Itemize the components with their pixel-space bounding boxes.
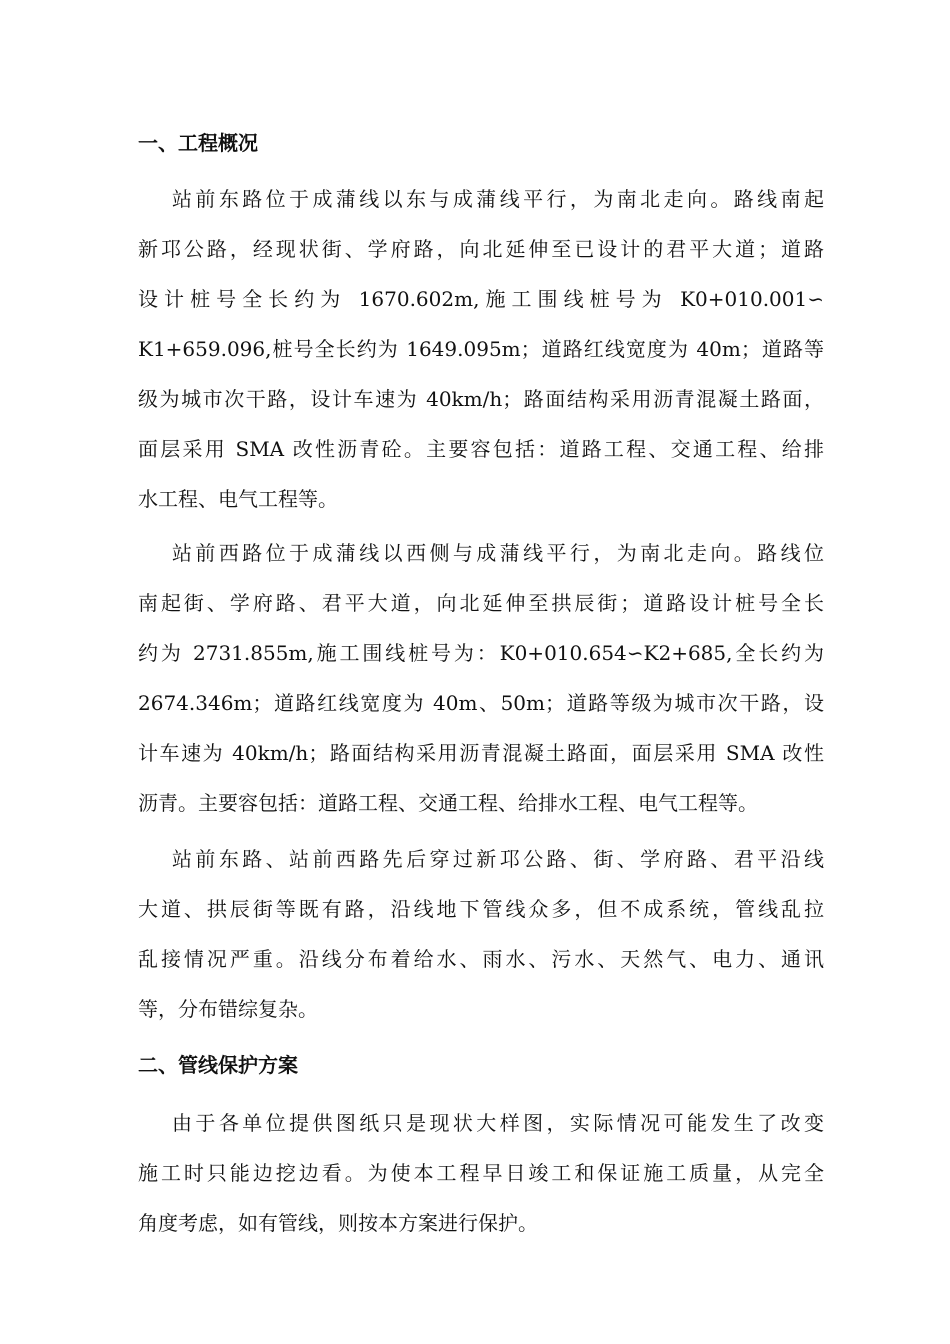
text-line: 南起街、学府路、君平大道，向北延伸至拱辰街；道路设计桩号全长 bbox=[138, 591, 824, 615]
paragraph-west-road bbox=[138, 528, 824, 828]
paragraph-pipelines bbox=[138, 834, 824, 1034]
paragraph-east-road bbox=[138, 174, 824, 524]
text-line: 级为城市次干路，设计车速为 40km/h；路面结构采用沥青混凝土路面， bbox=[138, 387, 824, 411]
text-line: 站前西路位于成蒲线以西侧与成蒲线平行，为南北走向。路线位 bbox=[172, 541, 824, 565]
text-line: 站前东路位于成蒲线以东与成蒲线平行，为南北走向。路线南起 bbox=[172, 187, 824, 211]
text-line: 由于各单位提供图纸只是现状大样图，实际情况可能发生了改变 bbox=[172, 1111, 824, 1135]
text-line: 沥青。主要容包括：道路工程、交通工程、给排水工程、电气工程等。 bbox=[138, 791, 758, 815]
text-line: K1+659.096,桩号全长约为 1649.095m；道路红线宽度为 40m；道路等 bbox=[138, 337, 824, 361]
text-line: 设计桩号全长约为 1670.602m,施工围线桩号为 K0+010.001∽ bbox=[138, 287, 824, 311]
text-line: 施工时只能边挖边看。为使本工程早日竣工和保证施工质量，从完全 bbox=[138, 1161, 824, 1185]
document-page bbox=[138, 118, 824, 1248]
text-line: 等，分布错综复杂。 bbox=[138, 997, 318, 1021]
text-line: 2674.346m；道路红线宽度为 40m、50m；道路等级为城市次干路，设 bbox=[138, 691, 824, 715]
text-line: 站前东路、站前西路先后穿过新邛公路、街、学府路、君平沿线 bbox=[172, 847, 824, 871]
section-heading-overview: 一、工程概况 bbox=[138, 131, 258, 155]
section-heading-protection-plan: 二、管线保护方案 bbox=[138, 1053, 298, 1077]
text-line: 面层采用 SMA 改性沥青砼。主要容包括：道路工程、交通工程、给排 bbox=[138, 437, 824, 461]
text-line: 约为 2731.855m,施工围线桩号为：K0+010.654∽K2+685,全长约为 bbox=[138, 641, 824, 665]
text-line: 水工程、电气工程等。 bbox=[138, 487, 338, 511]
text-line: 角度考虑，如有管线，则按本方案进行保护。 bbox=[138, 1211, 538, 1235]
text-line: 新邛公路，经现状街、学府路，向北延伸至已设计的君平大道；道路 bbox=[138, 237, 824, 261]
text-line: 大道、拱辰街等既有路，沿线地下管线众多，但不成系统，管线乱拉 bbox=[138, 897, 824, 921]
text-line: 乱接情况严重。沿线分布着给水、雨水、污水、天然气、电力、通讯 bbox=[138, 947, 824, 971]
text-line: 计车速为 40km/h；路面结构采用沥青混凝土路面，面层采用 SMA 改性 bbox=[138, 741, 824, 765]
paragraph-protection bbox=[138, 1098, 824, 1248]
